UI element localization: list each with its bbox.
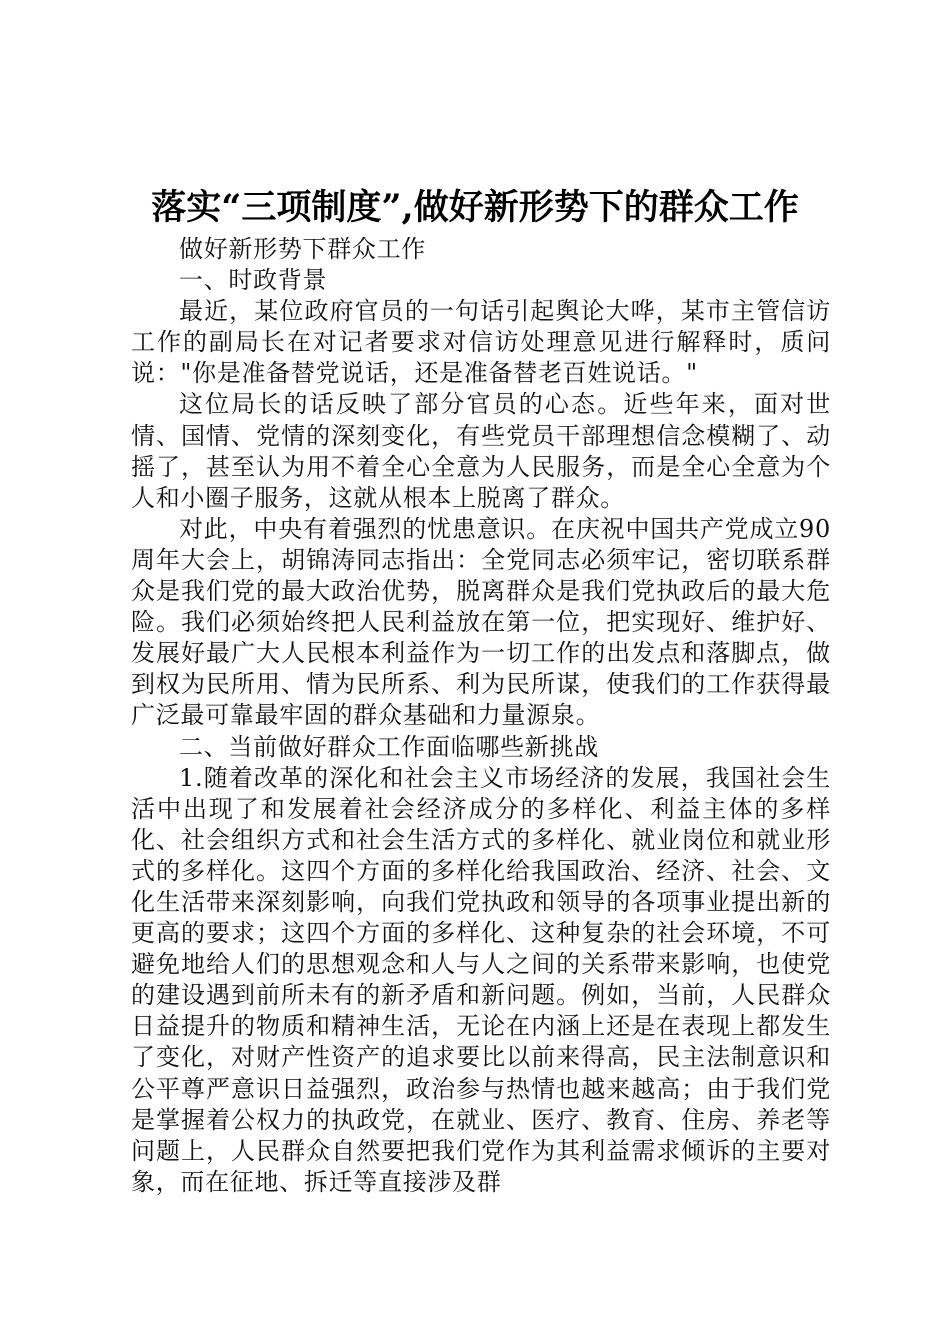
body-paragraph: 1.随着改革的深化和社会主义市场经济的发展，我国社会生活中出现了和发展着社会经济成分的多样化、利益主体的多样化、社会组织方式和社会生活方式的多样化、就业岗位和就业形式的多样化。这四个方面的多样化给我国政治、经济、社会、文化生活带来深刻影响，向我们党执政和领导的各项事业提出新的更高的要求；这四个方面的多样化、这种复杂的社会环境，不可避免地给人们的思想观念和人与人之间的关系带来影响，也使党的建设遇到前所未有的新矛盾和新问题。例如，当前，人民群众日益提升的物质和精神生活，无论在内涵上还是在表现上都发生了变化，对财产性资产的追求要比以前来得高，民主法制意识和公平尊严意识日益强烈，政治参与热情也越来越高；由于我们党是掌握着公权力的执政党，在就业、医疗、教育、住房、养老等问题上，人民群众自然要把我们党作为其利益需求倾诉的主要对象，而在征地、拆迁等直接涉及群: [131, 763, 831, 1196]
body-paragraph: 最近，某位政府官员的一句话引起舆论大哗，某市主管信访工作的副局长在对记者要求对信访处理意见进行解释时，质问说："你是准备替党说话，还是准备替老百姓说话。": [131, 297, 831, 388]
document-body: [131, 234, 831, 1198]
section-heading-1: 一、时政背景: [179, 266, 328, 295]
body-paragraph: 这位局长的话反映了部分官员的心态。近些年来，面对世情、国情、党情的深刻变化，有些党员干部理想信念模糊了、动摇了，甚至认为用不着全心全意为人民服务，而是全心全意为个人和小圈子服务，这就从根本上脱离了群众。: [131, 390, 831, 512]
document-title: 落实“三项制度”,做好新形势下的群众工作: [151, 187, 799, 228]
body-paragraph: 对此，中央有着强烈的忧患意识。在庆祝中国共产党成立90周年大会上，胡锦涛同志指出：全党同志必须牢记，密切联系群众是我们党的最大政治优势，脱离群众是我们党执政后的最大危险。我们必须始终把人民利益放在第一位，把实现好、维护好、发展好最广大人民根本利益作为一切工作的出发点和落脚点，做到权为民所用、情为民所系、利为民所谋，使我们的工作获得最广泛最可靠最牢固的群众基础和力量源泉。: [131, 514, 831, 730]
subtitle-paragraph: 做好新形势下群众工作: [179, 235, 426, 263]
section-heading-2: 二、当前做好群众工作面临哪些新挑战: [179, 732, 599, 761]
